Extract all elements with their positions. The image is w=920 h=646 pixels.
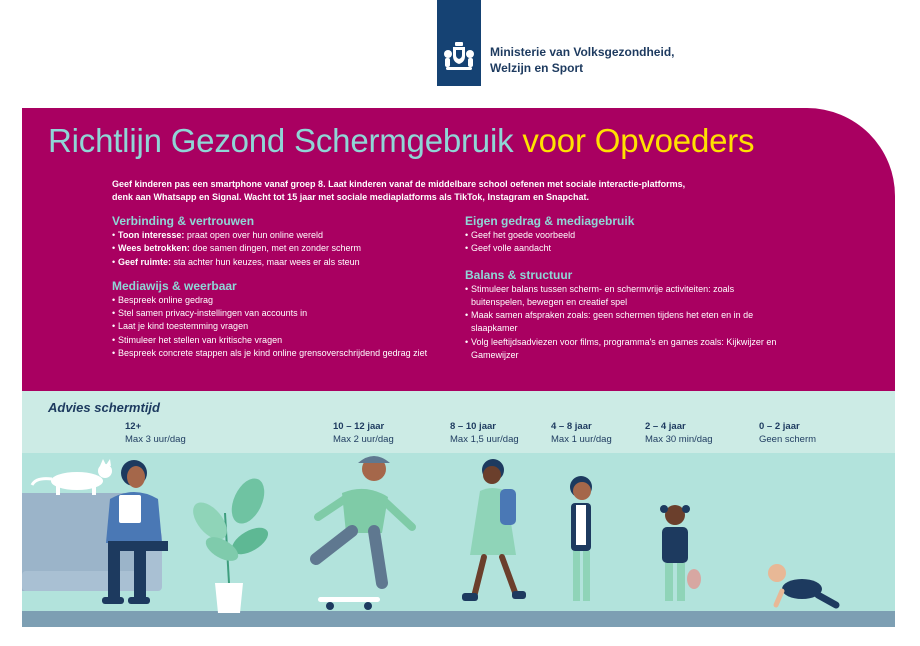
list-item: • Geef het goede voorbeeld [465,229,785,242]
age-limit: Max 1,5 uur/dag [450,434,519,445]
ministry-line-1: Ministerie van Volksgezondheid, [490,45,675,59]
title-accent: voor Opvoeders [522,122,755,159]
cat-illustration [32,459,112,495]
age-limit: Max 3 uur/dag [125,434,186,445]
age-limit: Geen scherm [759,434,817,445]
section-mediawijs [112,279,432,360]
age-label: 0 – 2 jaar [759,421,800,432]
list-item: • Maak samen afspraken zoals: geen schermen tijdens het eten en in de slaapkamer [465,309,785,336]
illustration-scene [22,391,895,627]
list-item: • Stimuleer het stellen van kritische vragen [112,334,432,347]
government-logo-bar [437,0,481,86]
ministry-line-2: Welzijn en Sport [490,61,584,75]
age-limit: Max 2 uur/dag [333,434,394,445]
skateboarder-illustration [316,456,412,610]
age-label: 2 – 4 jaar [645,421,686,432]
title-main: Richtlijn Gezond Schermgebruik [48,122,523,159]
age-label: 10 – 12 jaar [333,421,385,432]
section-eigen-gedrag [465,214,785,256]
item-text: doe samen dingen, met en zonder scherm [189,243,361,254]
plant-illustration [187,473,273,613]
age-limit: Max 1 uur/dag [551,434,612,445]
list-item: • Stel samen privacy-instellingen van accounts in [112,307,432,320]
left-column [112,214,432,370]
coat-of-arms-icon [441,40,477,74]
intro-text: Geef kinderen pas een smartphone vanaf groep 8. Laat kinderen vanaf de middelbare school oefenen met sociale interactie-platforms, denk aan Whatsapp en Signal. Wacht tot 15 jaar met sociale mediaplatforms als TikTok, Instagram en Snapchat. [112,179,686,202]
section-balans [465,268,785,363]
item-text: praat open over hun online wereld [184,230,323,240]
item-label: Wees betrokken: [118,243,190,254]
list-item: • Geef volle aandacht [465,242,785,255]
section-heading: Eigen gedrag & mediagebruik [465,214,635,228]
age-limit: Max 30 min/dag [645,434,713,445]
section-heading: Balans & structuur [465,267,573,282]
list-item: • Laat je kind toestemming vragen [112,320,432,333]
age-label: 12+ [125,421,142,432]
page-title [48,122,754,160]
list-item: • Stimuleer balans tussen scherm- en schermvrije activiteiten: zoals buitenspelen, bewegen en creatief spel [465,283,785,310]
ministry-name [490,44,674,76]
screentime-heading: Advies schermtijd [48,400,160,415]
list-item: • Bespreek concrete stappen als je kind online grensoverschrijdend gedrag ziet [112,347,432,360]
list-item: • Bespreek online gedrag [112,294,432,307]
item-label: Toon interesse: [118,230,185,240]
boy-illustration [570,476,592,601]
item-label: Geef ruimte: [118,256,172,267]
section-heading: Verbinding & vertrouwen [112,214,255,228]
girl-with-backpack-illustration [462,459,526,601]
list-item [112,242,432,255]
crawling-baby-illustration [768,564,836,605]
guideline-panel [22,108,895,391]
age-label: 4 – 8 jaar [551,421,592,432]
age-label: 8 – 10 jaar [450,421,496,432]
section-verbinding [112,214,432,269]
item-text: sta achter hun keuzes, maar wees er als steun [171,256,360,267]
section-heading: Mediawijs & weerbaar [112,278,237,293]
list-item [112,256,432,269]
list-item [112,229,432,242]
screentime-band [22,391,895,627]
right-column [465,214,785,372]
toddler-with-toy-illustration [660,505,701,601]
list-item: • Volg leeftijdsadviezen voor films, programma's en games zoals: Kijkwijzer en Gamewijzer [465,336,785,363]
